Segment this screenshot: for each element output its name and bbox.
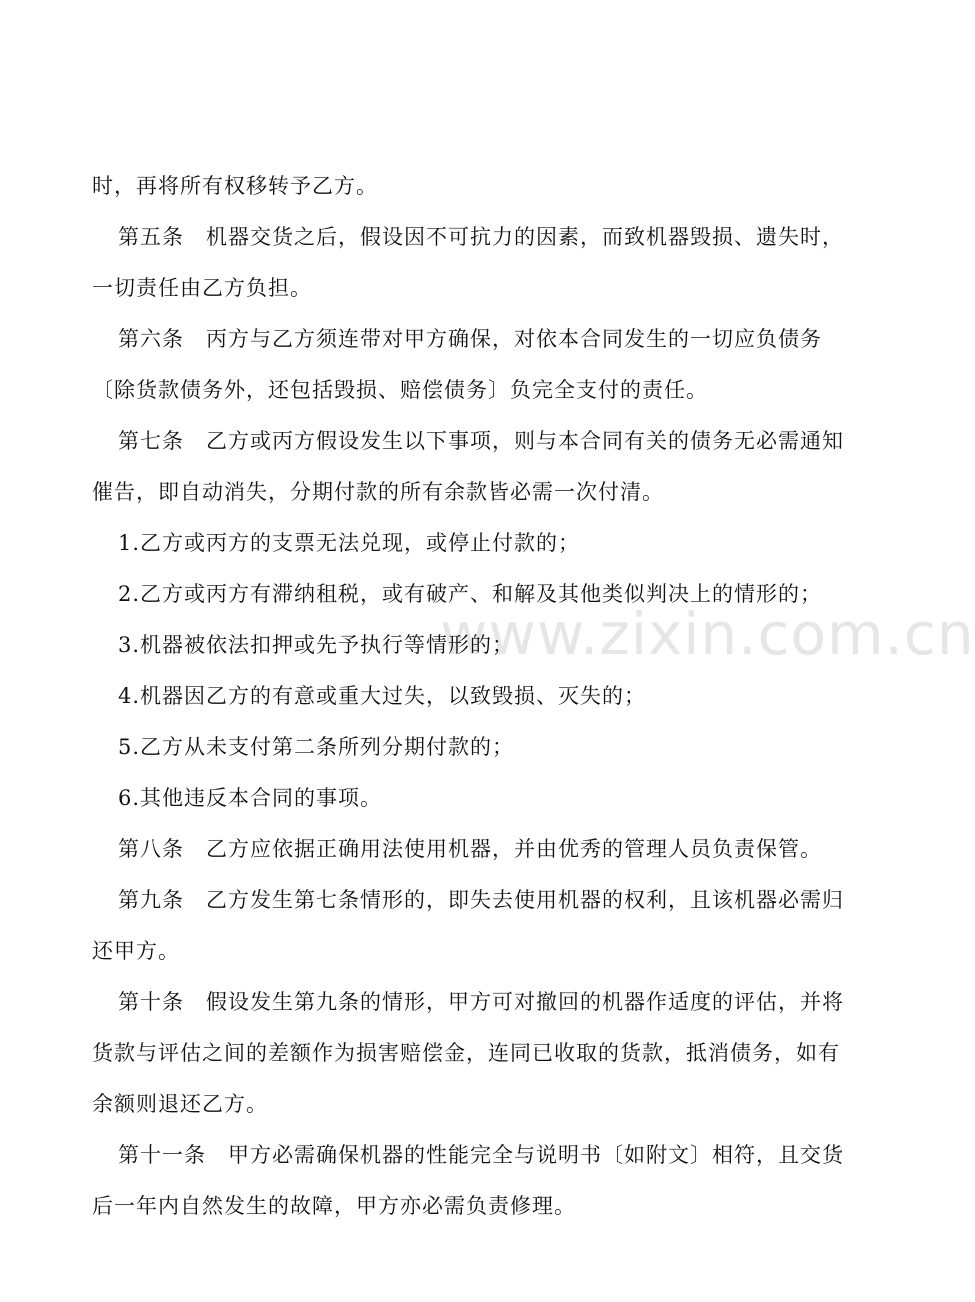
- paragraph-continuation: 时，再将所有权移转予乙方。: [92, 174, 378, 198]
- list-item-2: 2.乙方或丙方有滞纳租税，或有破产、和解及其他类似判决上的情形的；: [118, 582, 823, 606]
- list-item-6: 6.其他违反本合同的事项。: [118, 786, 383, 810]
- article-10-heading: 第十条: [118, 990, 184, 1014]
- article-10-text: 假设发生第九条的情形，甲方可对撤回的机器作适度的评估，并将货款与评估之间的差额作为损害赔偿金，连同已收取的货款，抵消债务，如有余额则退还乙方。: [92, 990, 844, 1116]
- article-6-text: 丙方与乙方须连带对甲方确保，对依本合同发生的一切应负债务〔除货款债务外，还包括毁损、赔偿债务〕负完全支付的责任。: [92, 327, 822, 402]
- article-11-text: 甲方必需确保机器的性能完全与说明书〔如附文〕相符，且交货后一年内自然发生的故障，甲方亦必需负责修理。: [92, 1143, 844, 1218]
- watermark: www.zixin.com.cn: [440, 600, 975, 668]
- list-item-3: 3.机器被依法扣押或先予执行等情形的；: [118, 633, 515, 657]
- article-8-heading: 第八条: [118, 837, 184, 861]
- article-6: [92, 314, 852, 416]
- article-5: [92, 212, 852, 314]
- article-5-text: 机器交货之后，假设因不可抗力的因素，而致机器毁损、遗失时，一切责任由乙方负担。: [92, 225, 844, 300]
- article-6-heading: 第六条: [118, 327, 184, 351]
- article-9: [92, 875, 852, 977]
- article-8-text: 乙方应依据正确用法使用机器，并由优秀的管理人员负责保管。: [206, 837, 822, 861]
- list-item-1: 1.乙方或丙方的支票无法兑现，或停止付款的；: [118, 531, 581, 555]
- article-11-heading: 第十一条: [118, 1143, 206, 1167]
- article-8: [92, 824, 852, 875]
- article-7-text: 乙方或丙方假设发生以下事项，则与本合同有关的债务无必需通知催告，即自动消失，分期付款的所有余款皆必需一次付清。: [92, 429, 844, 504]
- contract-body: [92, 161, 852, 1232]
- article-7: [92, 416, 852, 518]
- article-5-heading: 第五条: [118, 225, 184, 249]
- article-9-heading: 第九条: [118, 888, 184, 912]
- article-10: [92, 977, 852, 1130]
- list-item-5: 5.乙方从未支付第二条所列分期付款的；: [118, 735, 515, 759]
- article-9-text: 乙方发生第七条情形的，即失去使用机器的权利，且该机器必需归还甲方。: [92, 888, 844, 963]
- article-11: [92, 1130, 852, 1232]
- article-7-heading: 第七条: [118, 429, 184, 453]
- list-item-4: 4.机器因乙方的有意或重大过失，以致毁损、灭失的；: [118, 684, 647, 708]
